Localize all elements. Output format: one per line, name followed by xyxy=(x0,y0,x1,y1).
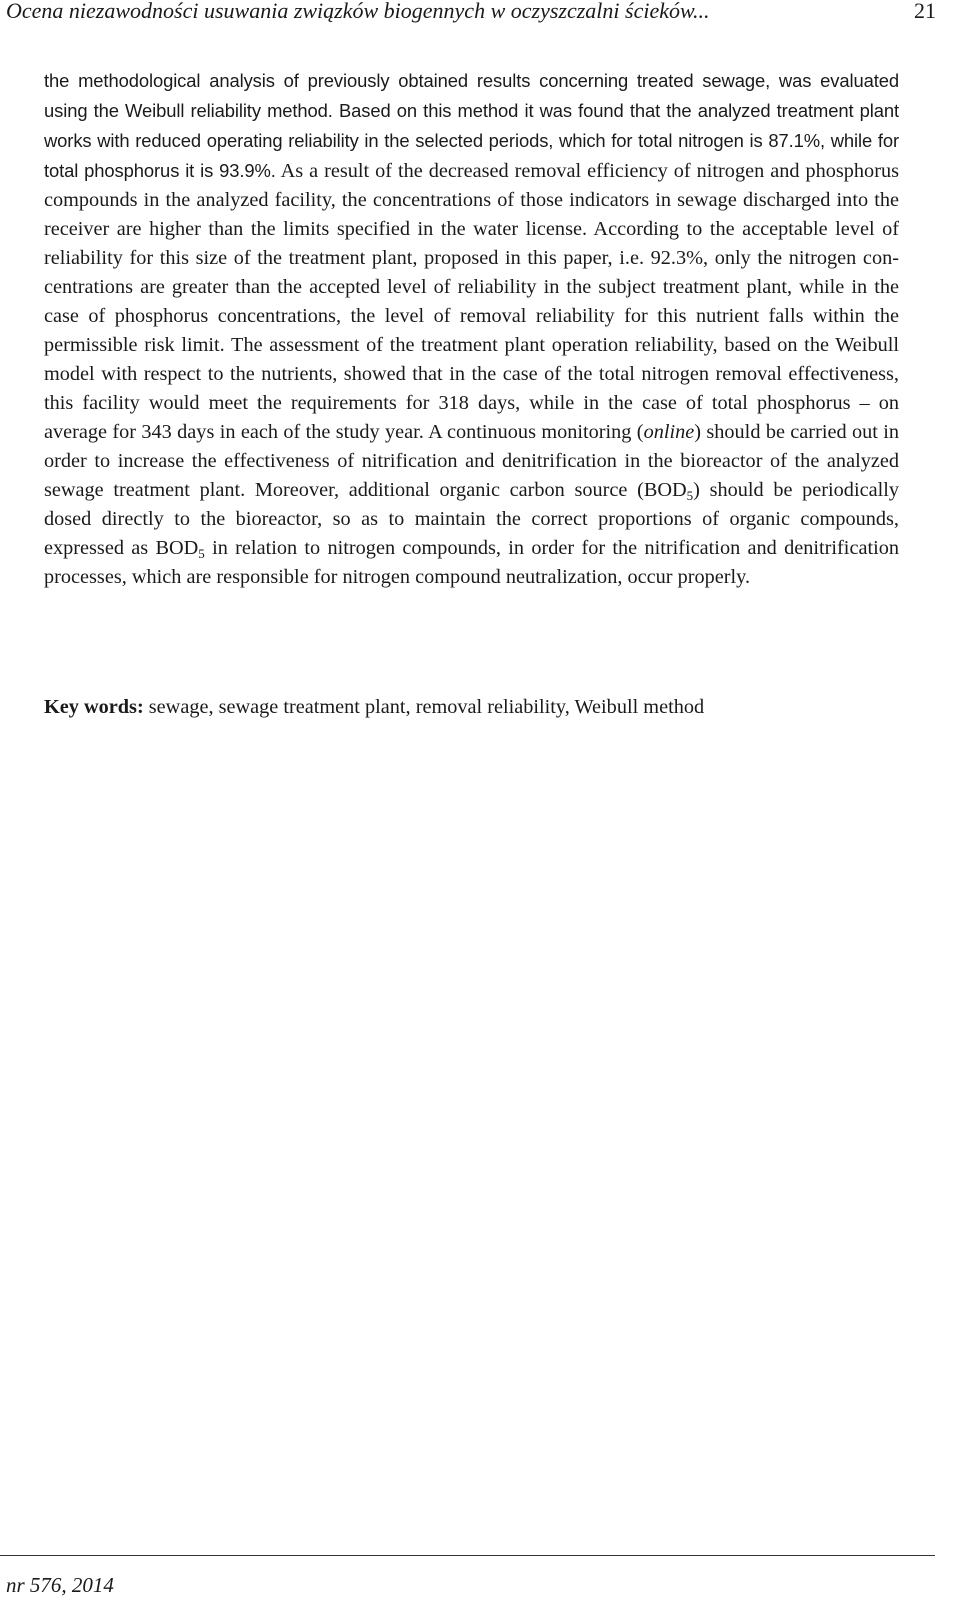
running-title: Ocena niezawodności usuwania związków biogennych w oczyszczalni ścieków... xyxy=(6,0,710,23)
keywords-text: sewage, sewage treatment plant, removal reliability, Weibull method xyxy=(143,696,705,718)
keywords-line xyxy=(44,693,904,722)
abstract-segment-3: ) should be periodically dosed directly to the bioreactor, so as to maintain the correct proportions of organic compounds, expressed as BOD xyxy=(44,479,899,559)
online-term: online xyxy=(643,421,695,443)
footer-issue: nr 576, 2014 xyxy=(6,1573,114,1597)
footer-divider xyxy=(0,1555,935,1556)
abstract-segment-2: ) should be carried out in order to increase the effectiveness of nitrification and denitrification in the bioreactor of the analyzed sewage treatment plant. Moreover, additional organic carbon source (BOD xyxy=(44,421,899,501)
bod-subscript: 5 xyxy=(686,488,694,503)
page-number: 21 xyxy=(914,0,936,23)
abstract-sans-segment: the methodological analysis of previously obtained results concerning treated sewage, was evaluated using the Weibull reliability method. Based on this method it was found that the analyzed treatment plant works with reduced operating reliability in the selected periods, which for total nitrogen is 87.1%, while for total phosphorus it is 93.9%. xyxy=(44,70,899,181)
abstract-segment-1: As a result of the decreased removal efficiency of nitrogen and phosphorus compounds in the analyzed facility, the concentrations of those indicators in sewage discharged into the receiver are higher than the limits specified in the water license. According to the acceptable level of reliability for this size of the treatment plant, proposed in this paper, i.e. 92.3%, only the nitrogen concentrations are greater than the accepted level of reliability in the subject treatment plant, while in the case of phosphorus concentrations, the level of removal reliability for this nutrient falls within the permissible risk limit. The assessment of the treatment plant operation reliability, based on the Weibull model with respect to the nutrients, showed that in the case of the total nitrogen removal effectiveness, this facility would meet the requirements for 318 days, while in the case of total phosphorus – on average for 343 days in each of the study year. A continuous monitoring ( xyxy=(44,160,899,443)
abstract-paragraph xyxy=(44,66,899,592)
bod-subscript: 5 xyxy=(198,546,205,561)
abstract-segment-4: in relation to nitrogen compounds, in order for the nitrification and denitrification processes, which are responsible for nitrogen compound neutralization, occur properly. xyxy=(44,537,899,588)
running-header xyxy=(6,0,936,26)
keywords-label: Key words: xyxy=(44,696,144,718)
